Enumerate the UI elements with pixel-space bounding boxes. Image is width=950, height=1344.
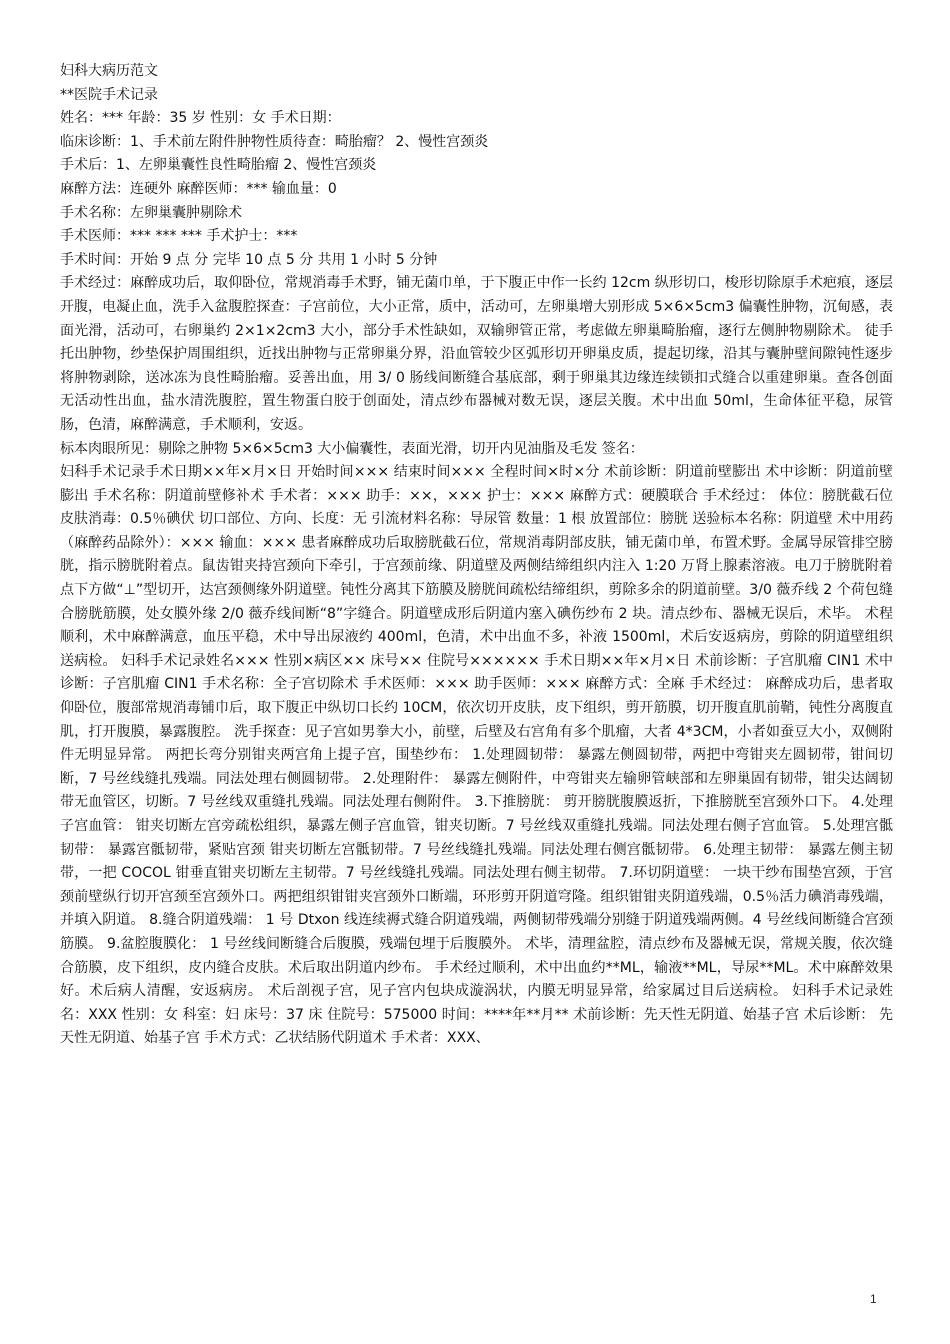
document-title: 妇科大病历范文 xyxy=(60,63,158,79)
surgeons-line: 手术医师：*** *** *** 手术护士：*** xyxy=(60,228,298,245)
surgical-records-paragraph: 妇科手术记录手术日期××年×月×日 开始时间××× 结束时间××× 全程时间×时×分 术前诊断：阴道前壁膨出 术中诊断：阴道前壁膨出 手术名称：阴道前壁修补术 手术者：××× 助手：××，××× 护士：××× 麻醉方式：硬膜联合 手术经过： 体位：膀胱截石位 皮肤消毒：0.5％碘伏 切口部位、方向、长度：无 引流材料名称：导尿管 数量：1 根 放置部位：膀胱 送验标本名称：阴道壁 术中用药（麻醉药品除外）：××× 输血：××× 患者麻醉成功后取膀胱截石位，常规消毒阴部皮肤，铺无菌巾单，布置术野。金属导尿管排空膀胱，指示膀胱附着点。鼠齿钳夹持宫颈向下牵引，于宫颈前缘、阴道壁及两侧结缔组织内注入 1:20 万肾上腺素溶液。电刀于膀胱附着点下方做“⊥”型切开，达宫颈侧缘外阴道壁。钝性分离其下筋膜及膀胱间疏松结缔组织，剪除多余的阴道前壁。3/0 薇乔线 2 个荷包缝合膀胱筋膜，处女膜外缘 2/0 薇乔线间断“8”字缝合。阴道壁成形后阴道内塞入碘伤纱布 2 块。清点纱布、器械无误后，术毕。 术程顺利，术中麻醉满意，血压平稳，术中导出尿液约 400ml，色清，术中出血不多，补液 1500ml，术后安返病房，剪除的阴道壁组织送病检。 妇科手术记录姓名××× 性别×病区×× 床号×× 住院号×××××× 手术日期××年×月×日 术前诊断：子宫肌瘤 CIN1 术中诊断：子宫肌瘤 CIN1 手术名称：全子宫切除术 手术医师：××× 助手医师：××× 麻醉方式：全麻 手术经过： 麻醉成功后，患者取仰卧位，腹部常规消毒铺巾后，取下腹正中纵切口长约 10CM，依次切开皮肤，皮下组织，剪开筋膜，切开腹直肌前鞘，钝性分离腹直肌，打开腹膜，暴露腹腔。 洗手探查：见子宫如男拳大小，前壁，后壁及右宫角有多个肌瘤，大者 4*3CM，小者如蚕豆大小，双侧附件无明显异常。 两把长弯分别钳夹两宫角上提子宫，围垫纱布： 1.处理圆韧带： 暴露左侧圆韧带，两把中弯钳夹左圆韧带，钳间切断，7 号丝线缝扎残端。同法处理右侧圆韧带。 2.处理附件： 暴露左侧附件，中弯钳夹左输卵管峡部和左卵巢固有韧带，钳尖达阔韧带无血管区，切断。7 号丝线双重缝扎残端。同法处理右侧附件。 3.下推膀胱： 剪开膀胱腹膜返折，下推膀胱至宫颈外口下。 4.处理子宫血管： 钳夹切断左宫旁疏松组织，暴露左侧子宫血管，钳夹切断。7 号丝线双重缝扎残端。同法处理右侧子宫血管。 5.处理宫骶韧带： 暴露宫骶韧带，紧贴宫颈 钳夹切断左宫骶韧带。7 号丝线缝扎残端。同法处理右侧宫骶韧带。 6.处理主韧带： 暴露左侧主韧带，一把 COCOL 钳垂直钳夹切断左主韧带。7 号丝线缝扎残端。同法处理右侧主韧带。 7.环切阴道壁： 一块干纱布围垫宫颈，于宫颈前壁纵行切开宫颈至宫颈外口。两把组织钳钳夹宫颈外口断端，环形剪开阴道穹隆。组织钳钳夹阴道残端，0.5％活力碘消毒残端，并填入阴道。 8.缝合阴道残端： 1 号 Dtxon 线连续褥式缝合阴道残端，两侧韧带残端分别缝于阴道残端两侧。4 号丝线间断缝合宫颈筋膜。 9.盆腔腹膜化： 1 号丝线间断缝合后腹膜，残端包埋于后腹膜外。 术毕，清理盆腔，清点纱布及器械无误，常规关腹，依次缝合筋膜，皮下组织，皮内缝合皮肤。术后取出阴道内纱布。 手术经过顺利，术中出血约**ML，输液**ML，导尿**ML。术中麻醉效果好。术后病人清醒，安返病房。 术后剖视子宫，见子宫内包块成漩涡状，内膜无明显异常，给家属过目后送病检。 妇科手术记录姓名：XXX 性别：女 科室：妇 床号：37 床 住院号：575000 时间：****年**月** 术前诊断：先天性无阴道、始基子宫 术后诊断： 先天性无阴道、始基子宫 手术方式：乙状结肠代阴道术 手术者：XXX、 xyxy=(60,464,893,1047)
hospital-record-heading: **医院手术记录 xyxy=(60,86,158,103)
specimen-line: 标本肉眼所见：剔除之肿物 5×6×5cm3 大小偏囊性，表面光滑，切开内见油脂及毛发 签名： xyxy=(60,440,644,457)
post-op-diagnosis-line: 手术后：1、左卵巢囊性良性畸胎瘤 2、慢性宫颈炎 xyxy=(60,157,377,174)
surgery-time-line: 手术时间：开始 9 点 分 完毕 10 点 5 分 共用 1 小时 5 分钟 xyxy=(60,251,438,268)
document-body xyxy=(60,60,893,1051)
surgery-name-line: 手术名称：左卵巢囊肿剔除术 xyxy=(60,204,242,221)
clinical-diagnosis-line: 临床诊断：1、手术前左附件肿物性质待查：畸胎瘤？ 2、慢性宫颈炎 xyxy=(60,133,489,150)
patient-info-line: 姓名：*** 年龄：35 岁 性别：女 手术日期： xyxy=(60,110,341,127)
anesthesia-line: 麻醉方法：连硬外 麻醉医师：*** 输血量：0 xyxy=(60,180,337,197)
page-number: 1 xyxy=(870,1292,877,1306)
procedure-paragraph: 手术经过：麻醉成功后，取仰卧位，常规消毒手术野，铺无菌巾单，于下腹正中作一长约 12cm 纵形切口，梭形切除原手术疤痕，逐层开腹，电凝止血，洗手入盆腹腔探查：子宫前位，大小正常，质中，活动可，左卵巢增大别形成 5×6×5cm3 偏囊性肿物，沉甸感，表面光滑，活动可，右卵巢约 2×1×2cm3 大小，部分手术性缺如，双输卵管正常，考虑做左卵巢畸胎瘤，逐行左侧肿物剔除术。 徒手托出肿物，纱垫保护周围组织，近找出肿物与正常卵巢分界，沿血管较少区弧形切开卵巢皮质，提起切缘，沿其与囊肿壁间隙钝性逐步将肿物剥除，送冰冻为良性畸胎瘤。妥善出血，用 3/ 0 肠线间断缝合基底部，剩于卵巢其边缘连续锁扣式缝合以重建卵巢。查各创面无活动性出血，盐水清洗腹腔，置生物蛋白胶于创面处，清点纱布器械对数无误，逐层关腹。术中出血 50ml，生命体征平稳，尿管肠，色清，麻醉满意，手术顺利，安返。 xyxy=(60,275,893,433)
